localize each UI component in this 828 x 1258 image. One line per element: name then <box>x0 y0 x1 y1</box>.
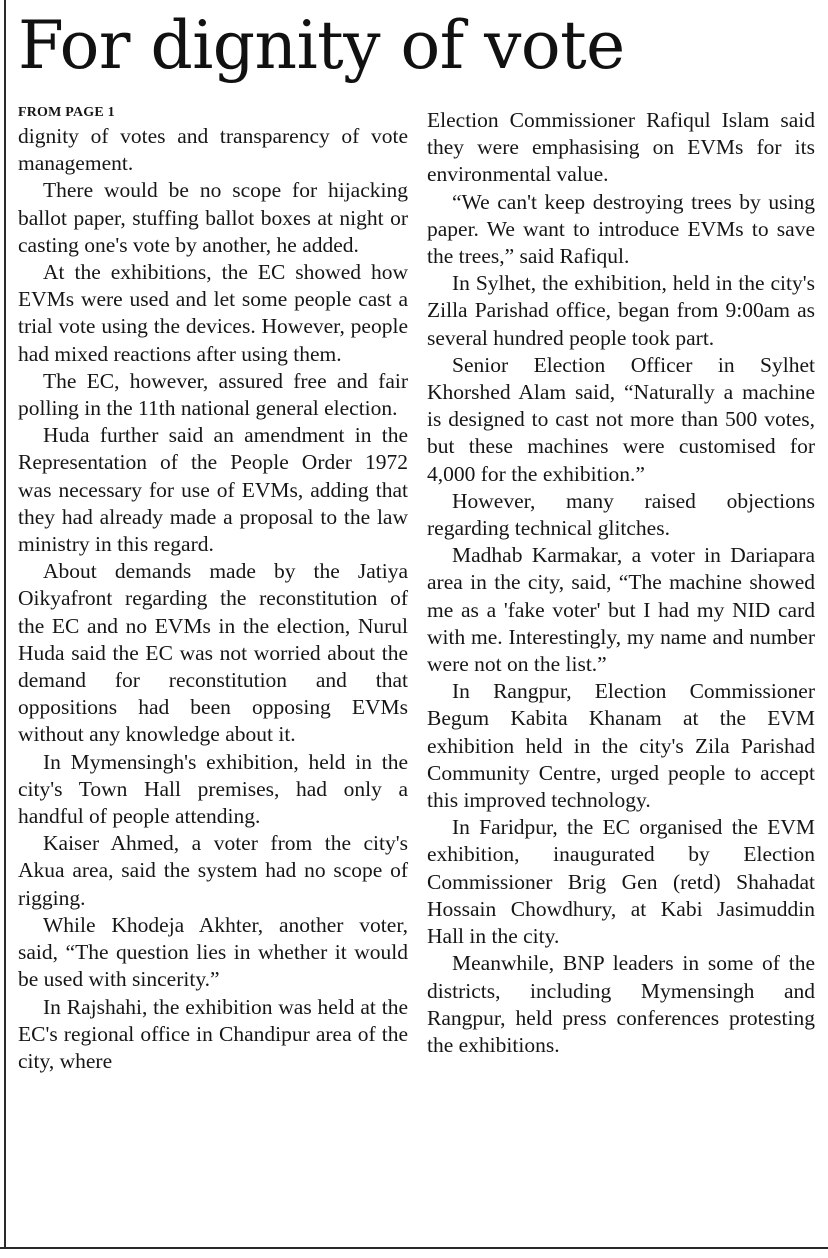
paragraph: The EC, however, assured free and fair polling in the 11th national general election. <box>18 368 408 421</box>
left-border-rule <box>4 0 6 1248</box>
paragraph: At the exhibitions, the EC showed how EVMs were used and let some people cast a trial vote using the devices. However, people had mixed reactions after using them. <box>18 260 408 366</box>
right-column <box>427 107 815 1059</box>
paragraph: Election Commissioner Rafiqul Islam said they were emphasising on EVMs for its environmental value. <box>427 108 815 187</box>
paragraph: Kaiser Ahmed, a voter from the city's Akua area, said the system had no scope of rigging. <box>18 831 408 910</box>
paragraph: In Rajshahi, the exhibition was held at the EC's regional office in Chandipur area of the city, where <box>18 994 408 1073</box>
paragraph: Senior Election Officer in Sylhet Khorshed Alam said, “Naturally a machine is designed to cast not more than 500 votes, but these machines were customised for 4,000 for the exhibition.” <box>427 352 815 486</box>
paragraph: In Rangpur, Election Commissioner Begum Kabita Khanam at the EVM exhibition held in the city's Zila Parishad Community Centre, urged people to accept this improved technology. <box>427 679 815 813</box>
paragraph: There would be no scope for hijacking ballot paper, stuffing ballot boxes at night or casting one's vote by another, he added. <box>18 178 408 257</box>
bottom-border-rule <box>0 1247 828 1249</box>
paragraph: In Sylhet, the exhibition, held in the city's Zilla Parishad office, began from 9:00am as several hundred people took part. <box>427 271 815 350</box>
paragraph: Madhab Karmakar, a voter in Dariapara area in the city, said, “The machine showed me as a 'fake voter' but I had my NID card with me. Interestingly, my name and number were not on the list.” <box>427 543 815 677</box>
paragraph: About demands made by the Jatiya Oikyafront regarding the reconstitution of the EC and no EVMs in the election, Nurul Huda said the EC was not worried about the demand for reconstitution and that oppositions had been opposing EVMs without any knowledge about it. <box>18 559 408 747</box>
headline: For dignity of vote <box>18 7 625 84</box>
paragraph: dignity of votes and transparency of vote management. <box>18 124 408 176</box>
kicker-from-page-1: FROM PAGE 1 <box>18 105 115 120</box>
paragraph: In Faridpur, the EC organised the EVM exhibition, inaugurated by Election Commissioner Brig Gen (retd) Shahadat Hossain Chowdhury, at Kabi Jasimuddin Hall in the city. <box>427 815 815 949</box>
paragraph: In Mymensingh's exhibition, held in the city's Town Hall premises, had only a handful of people attending. <box>18 749 408 829</box>
paragraph: While Khodeja Akhter, another voter, said, “The question lies in whether it would be used with sincerity.” <box>18 912 408 992</box>
paragraph: Meanwhile, BNP leaders in some of the districts, including Mymensingh and Rangpur, held press conferences protesting the exhibitions. <box>427 951 815 1057</box>
paragraph: Huda further said an amendment in the Representation of the People Order 1972 was necessary for use of EVMs, adding that they had already made a proposal to the law ministry in this regard. <box>18 423 408 557</box>
paragraph: However, many raised objections regarding technical glitches. <box>427 488 815 541</box>
left-column <box>18 103 408 1075</box>
paragraph: “We can't keep destroying trees by using paper. We want to introduce EVMs to save the trees,” said Rafiqul. <box>427 189 815 269</box>
